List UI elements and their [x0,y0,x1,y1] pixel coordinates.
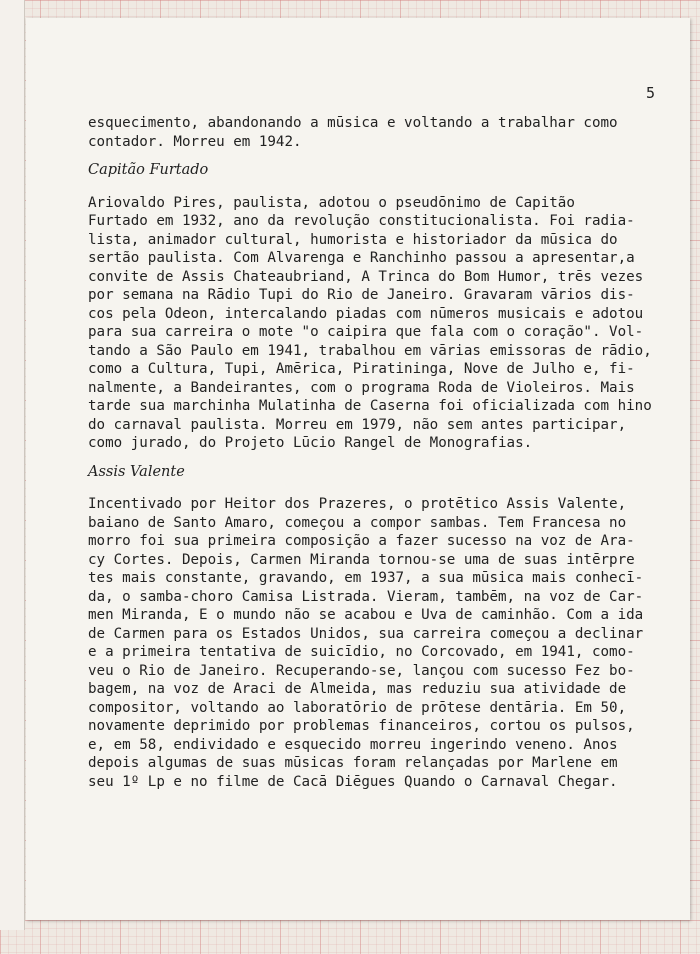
text-line: compositor, voltando ao laboratōrio de prōtese dentāria. Em 50, [88,699,627,716]
assis-valente-paragraph [88,495,648,791]
section-heading-assis-valente: Assis Valente [88,463,185,480]
text-line: Ariovaldo Pires, paulista, adotou o pseudōnimo de Capitão [88,194,575,211]
text-line: baiano de Santo Amaro, começou a compor sambas. Tem Francesa no [88,514,627,531]
text-line: tarde sua marchinha Mulatinha de Caserna foi oficializada com hino [88,398,652,414]
text-line: nalmente, a Bandeirantes, com o programa Roda de Violeiros. Mais [88,379,635,396]
text-line: contador. Morreu em 1942. [88,133,302,150]
text-line: do carnaval paulista. Morreu em 1979, não sem antes participar, [88,416,627,433]
text-line: da, o samba-choro Camisa Listrada. Vieram, tambēm, na voz de Car- [88,588,644,605]
text-line: cos pela Odeon, intercalando piadas com nūmeros musicais e adotou [88,305,644,322]
text-line: seu 1º Lp e no filme de Cacā Diēgues Quando o Carnaval Chegar. [88,773,618,790]
previous-page-edge [0,0,25,930]
text-line: tando a São Paulo em 1941, trabalhou em vārias emissoras de rādio, [88,342,652,359]
text-line: Incentivado por Heitor dos Prazeres, o protētico Assis Valente, [88,496,627,512]
intro-paragraph [88,114,648,151]
text-line: morro foi sua primeira composição a fazer sucesso na voz de Ara- [88,533,635,549]
capitao-furtado-paragraph [88,194,652,453]
page-content [88,114,652,791]
section-heading-capitao-furtado: Capitão Furtado [88,162,209,178]
text-line: como a Cultura, Tupi, Amērica, Piratininga, Nove de Julho e, fi- [88,361,635,377]
text-line: novamente deprimido por problemas financeiros, cortou os pulsos, [88,718,635,734]
text-line: tes mais constante, gravando, em 1937, a sua mūsica mais conhecī- [88,570,644,586]
text-line: men Miranda, E o mundo não se acabou e Uva de caminhão. Com a ida [88,607,644,623]
text-line: sertão paulista. Com Alvarenga e Ranchinho passou a apresentar,a [88,250,635,266]
text-line: cy Cortes. Depois, Carmen Miranda tornou-se uma de suas intērpre [88,551,635,568]
text-line: lista, animador cultural, humorista e historiador da mūsica do [88,231,618,248]
text-line: Furtado em 1932, ano da revolução constitucionalista. Foi radia- [88,213,635,229]
text-line: esquecimento, abandonando a mūsica e voltando a trabalhar como [88,115,618,131]
text-line: e a primeira tentativa de suicīdio, no Corcovado, em 1941, como- [88,644,635,660]
text-line: depois algumas de suas mūsicas foram relançadas por Marlene em [88,755,618,771]
text-line: convite de Assis Chateaubriand, A Trinca do Bom Humor, trēs vezes [88,268,644,285]
text-line: e, em 58, endividado e esquecido morreu ingerindo veneno. Anos [88,736,618,753]
page-number: 5 [646,84,656,102]
text-line: por semana na Rādio Tupi do Rio de Janeiro. Gravaram vārios dis- [88,287,635,303]
text-line: para sua carreira o mote "o caipira que fala com o coração". Vol- [88,324,644,340]
text-line: bagem, na voz de Araci de Almeida, mas reduziu sua atividade de [88,681,627,697]
text-line: como jurado, do Projeto Lūcio Rangel de Monografias. [88,435,533,451]
text-line: de Carmen para os Estados Unidos, sua carreira começou a declinar [88,625,644,642]
text-line: veu o Rio de Janeiro. Recuperando-se, lançou com sucesso Fez bo- [88,662,635,679]
